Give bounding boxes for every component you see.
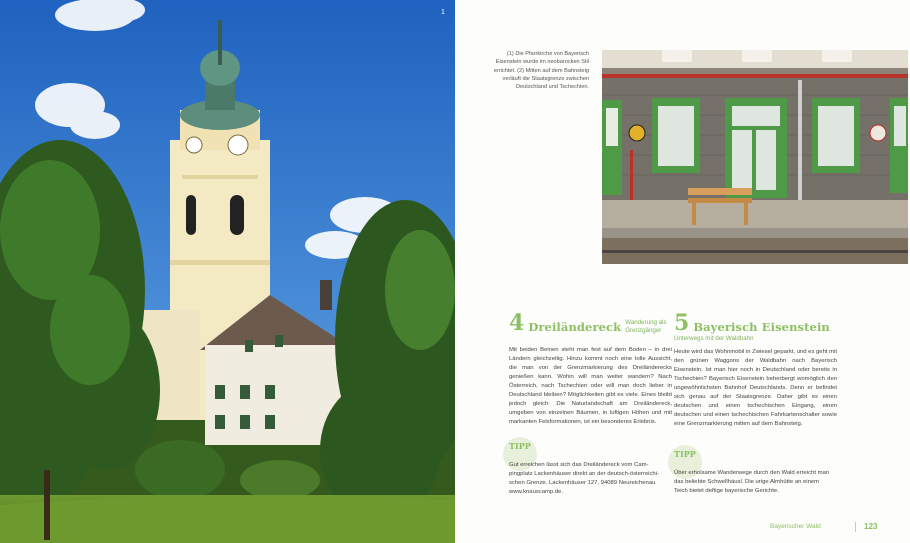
photo-number-1: 1	[441, 9, 445, 16]
tipp-label: TIPP	[674, 449, 696, 459]
section-subtitle: Wanderung als Grenzgänger	[625, 319, 667, 334]
tipp-box-5	[668, 445, 830, 496]
page-number: 123	[864, 522, 878, 531]
section-heading	[509, 312, 672, 334]
footer-divider	[855, 522, 856, 532]
tipp-text: Gut erreichen lässt sich das Dreiländereck vom Campingplatz Lackenhäuser direkt an der deutsch-österreichischen Grenze. Lackenhäuser 127, 94089 Neureichenau www.knauscamp.de.	[509, 462, 659, 495]
tipp-text: Über erholsame Wanderwege durch den Wald erreicht man das beliebte Schwellhäusl. Die urige Almhütte an einem Teich bietet deftige bayerische Gerichte.	[674, 470, 830, 494]
photo-caption: (1) Die Pfarrkirche von Bayerisch Eisenstein wurde im neobarocken Stil errichtet. (2) Mitten auf dem Bahnsteig verläuft die Staatsgrenze zwischen Deutschland und Tschechien.	[493, 51, 589, 91]
section-dreilaendereck	[509, 312, 672, 427]
section-title: Bayerisch Eisenstein	[693, 320, 830, 334]
section-subtitle: Unterwegs mit der Waldbahn	[674, 335, 754, 342]
tipp-label: TIPP	[509, 441, 531, 451]
section-heading	[674, 312, 837, 334]
section-number: 4	[509, 310, 525, 336]
section-body: Mit beiden Beinen steht man fest auf dem Boden – in drei Ländern gleichzeitig. Hinzu kommt noch eine tolle Aussicht, die man von der Grenzmarkierung des Dreiländerecks genießen kann. Wohin will man weiter wandern? Nach Österreich, nach Tschechien oder will man doch lieber in Deutschland bleiben? Möglichkeiten gibt es viele. Eines bleibt jedoch gleich: Die Naturlandschaft am Dreiländereck, umgeben von einzelnen Bäumen, in luftigen Höhen und mit markanten Felsformationen, ist ein besonderes Erlebnis.	[509, 347, 672, 425]
section-title: Dreiländereck	[528, 320, 622, 334]
section-number: 5	[674, 310, 690, 336]
tipp-box-4	[503, 437, 665, 497]
footer-section-name: Bayerischer Wald	[770, 523, 821, 530]
section-bayerisch-eisenstein	[674, 312, 837, 429]
station-photo	[602, 50, 908, 264]
section-body: Heute wird das Wohnmobil in Zwiesel geparkt, und es geht mit den grünen Waggons der Waldbahn nach Bayerisch Eisenstein. Ist man hier noch in Deutschland oder bereits in Tschechien? Bayerisch Eisenstein beherbergt womöglich den ungewöhnlichsten Bahnhof Deutschlands. Denn er befindet sich genau auf der Staatsgrenze. Daher gibt es einen deutschen und einen tschechischen Eingang, einen deutschen und einen tschechischen Fahrkartenschalter sowie eine Grenzmarkierung mitten auf dem Bahnsteig.	[674, 349, 837, 427]
